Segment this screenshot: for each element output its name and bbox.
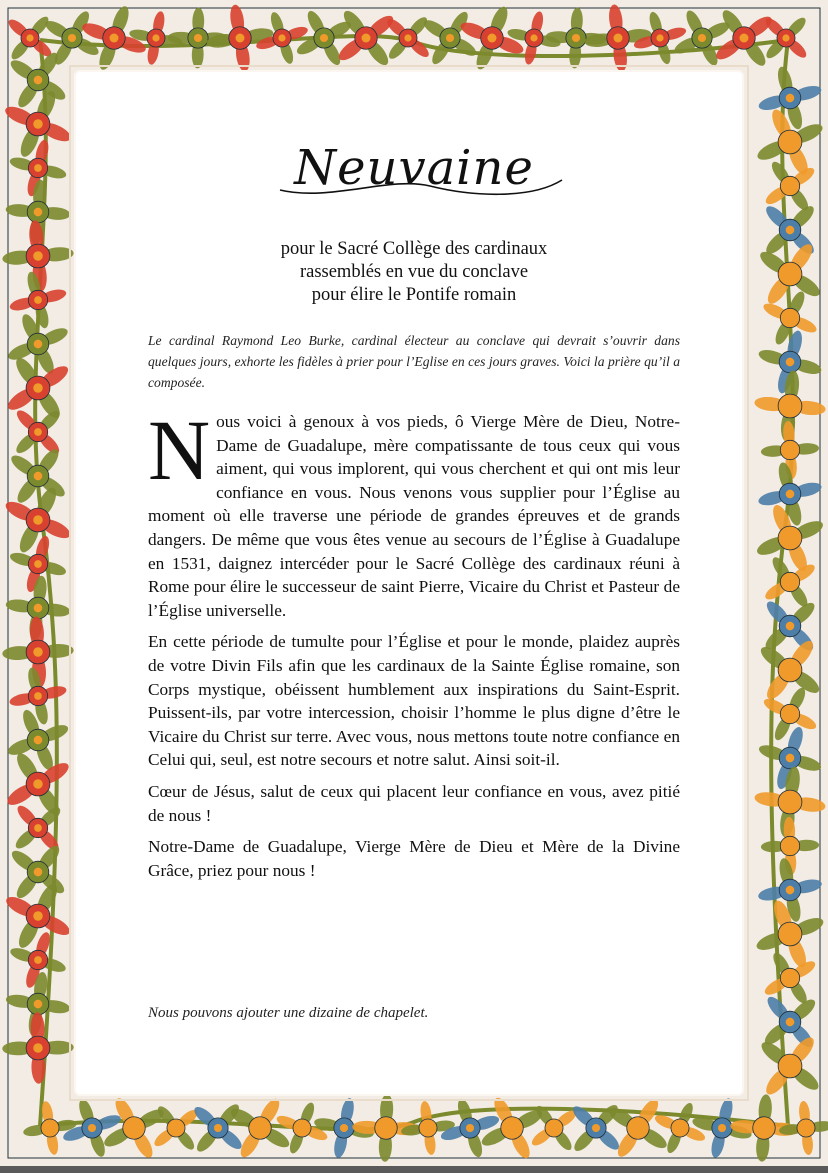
closing-note: Nous pouvons ajouter une dizaine de chapelet. [148, 1005, 429, 1021]
paragraph-text: ous voici à genoux à vos pieds, ô Vierge Mère de Dieu, Notre-Dame de Guadalupe, mère compatissante de tous ceux qui vous aiment, qui vous implorent, qui vous cherchent et qui ont mis leur confiance en vous. Nous venons vous supplier pour l’Église au moment où elle traverse une période de grandes épreuves et de grands dangers. De même que vous êtes venue au secours de l’Église à Guadalupe en 1531, daignez intercéder pour le Sacré Collège des cardinaux réuni à Rome pour élire le successeur de saint Pierre, Vicaire du Christ et Pasteur de l’Église universelle. [148, 412, 680, 620]
prayer-paragraph: Cœur de Jésus, salut de ceux qui placent leur confiance en vous, avez pitié de nous ! [148, 781, 680, 825]
bottom-strip [0, 1166, 828, 1173]
prayer-paragraph: En cette période de tumulte pour l’Église et pour le monde, plaidez auprès de votre Divin Fils afin que les cardinaux de la Sainte Église romaine, son Corps mystique, obéissent humblement aux inspirations du Saint-Esprit. Puissent-ils, par votre intercession, choisir l’homme le plus digne d’être le Vicaire du Christ sur terre. Avec vous, nous mettons toute notre confiance en Celui qui, seul, est notre secours et notre salut. Ainsi soit-il. [148, 632, 680, 770]
prayer-body [148, 402, 680, 890]
subtitle-line: pour le Sacré Collège des cardinaux [280, 239, 548, 259]
drop-cap: N [148, 402, 211, 498]
prayer-paragraph [148, 402, 680, 622]
intro-paragraph: Le cardinal Raymond Leo Burke, cardinal électeur au conclave qui devrait s’ouvrir dans quelques jours, exhorte les fidèles à prier pour l’Eglise en ces jours graves. Voici la prière qu’il a composée. [148, 333, 680, 390]
page-title: Neuvaine [294, 140, 534, 196]
subtitle [100, 238, 728, 307]
subtitle-line: pour élire le Pontife romain [311, 285, 517, 305]
prayer-paragraph: Notre-Dame de Guadalupe, Vierge Mère de Dieu et Mère de la Divine Grâce, priez pour nous ! [148, 837, 680, 880]
subtitle-line: rassemblés en vue du conclave [299, 262, 529, 282]
title-flourish [270, 172, 570, 202]
